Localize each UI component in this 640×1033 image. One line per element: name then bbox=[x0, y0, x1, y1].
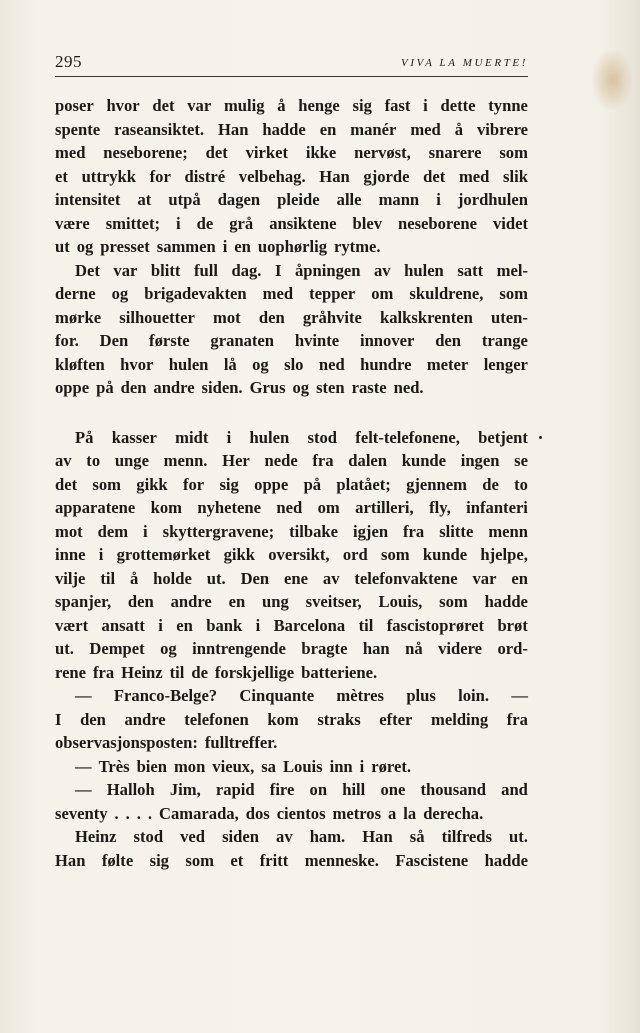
text-line: — Franco-Belge? Cinquante mètres plus loin. — bbox=[75, 686, 528, 705]
text-line: vilje til å holde ut. Den ene av telefonvaktene var en bbox=[55, 568, 528, 588]
paragraph bbox=[55, 708, 528, 755]
text-line: mørke silhouetter mot den gråhvite kalkskrenten uten- bbox=[55, 307, 528, 327]
page-header bbox=[55, 50, 528, 77]
body-text bbox=[55, 94, 528, 872]
text-line: — Très bien mon vieux, sa Louis inn i røret. bbox=[75, 756, 412, 776]
text-line: — Halloh Jim, rapid fire on hill one thousand and bbox=[75, 780, 528, 799]
text-line: Det var blitt full dag. I åpningen av hulen satt mel- bbox=[75, 260, 528, 280]
print-speck bbox=[539, 436, 542, 439]
text-line: av to unge menn. Her nede fra dalen kunde ingen se bbox=[55, 451, 528, 470]
text-line: intensitet at utpå dagen pleide alle mann i jordhulen bbox=[55, 190, 528, 209]
text-line: for. Den første granaten hvinte innover den trange bbox=[55, 331, 528, 350]
page-number: 295 bbox=[55, 52, 82, 71]
paragraph bbox=[55, 825, 528, 872]
text-line: et uttrykk for distré velbehag. Han gjorde det med slik bbox=[55, 166, 528, 186]
text-line: Heinz stod ved siden av ham. Han så tilfreds ut. bbox=[75, 827, 528, 846]
text-line: med neseborene; det virket ikke nervøst, snarere som bbox=[55, 143, 528, 162]
paragraph bbox=[55, 684, 528, 708]
text-line: oppe på den andre siden. Grus og sten raste ned. bbox=[55, 378, 424, 397]
text-line: Han følte sig som et fritt menneske. Fascistene hadde bbox=[55, 850, 528, 870]
text-line: spente raseansiktet. Han hadde en manér med å vibrere bbox=[55, 119, 528, 139]
text-line: rene fra Heinz til de forskjellige batteriene. bbox=[55, 662, 378, 682]
paragraph bbox=[55, 259, 528, 400]
text-line: I den andre telefonen kom straks efter melding fra bbox=[55, 709, 528, 729]
text-line: seventy . . . . Camarada, dos cientos metros a la derecha. bbox=[55, 803, 484, 823]
section-break bbox=[55, 400, 528, 426]
paragraph bbox=[55, 426, 528, 685]
text-line: apparatene kom nyhetene ned om artilleri, fly, infanteri bbox=[55, 498, 528, 517]
paragraph bbox=[55, 778, 528, 825]
text-line: På kasser midt i hulen stod felt-telefonene, betjent bbox=[75, 427, 528, 447]
text-line: observasjonsposten: fulltreffer. bbox=[55, 733, 278, 752]
text-line: ut og presset sammen i en uophørlig rytme. bbox=[55, 237, 381, 256]
paragraph bbox=[55, 755, 528, 779]
text-line: inne i grottemørket gikk oversikt, ord som kunde hjelpe, bbox=[55, 545, 528, 564]
text-line: poser hvor det var mulig å henge sig fast i dette tynne bbox=[55, 96, 528, 115]
text-line: mot dem i skyttergravene; tilbake igjen fra slitte menn bbox=[55, 521, 528, 541]
paragraph bbox=[55, 94, 528, 259]
text-line: spanjer, den andre en ung sveitser, Louis, som hadde bbox=[55, 592, 528, 611]
text-line: ut. Dempet og inntrengende bragte han nå videre ord- bbox=[55, 639, 528, 658]
paper-stain bbox=[592, 50, 632, 110]
text-line: være smittet; i de grå ansiktene blev neseborene videt bbox=[55, 213, 528, 233]
text-line: kløften hvor hulen lå og slo ned hundre meter lenger bbox=[55, 354, 528, 374]
text-line: vært ansatt i en bank i Barcelona til fascistoprøret brøt bbox=[55, 615, 528, 635]
text-line: det som gikk for sig oppe på platået; gjennem de to bbox=[55, 474, 528, 494]
text-line: derne og brigadevakten med tepper om skuldrene, som bbox=[55, 284, 528, 303]
running-title: VIVA LA MUERTE! bbox=[401, 57, 528, 69]
